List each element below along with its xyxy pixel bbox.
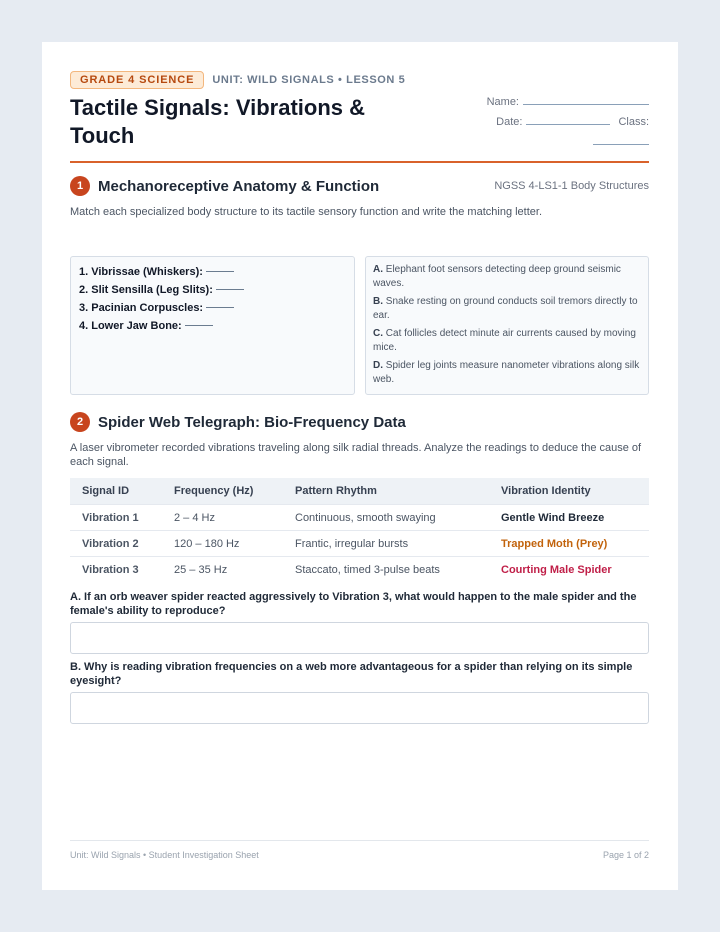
signal-id: Vibration 2 — [70, 531, 162, 557]
page-number: Page 1 of 2 — [602, 850, 649, 860]
structures-box — [70, 256, 355, 395]
answer-blank[interactable] — [206, 270, 234, 272]
unit-lesson-label: UNIT: WILD SIGNALS • LESSON 5 — [212, 74, 406, 86]
column-header: Signal ID — [70, 478, 162, 505]
section-1-heading — [70, 176, 649, 196]
answer-blank[interactable] — [216, 288, 244, 290]
section-2-heading — [70, 412, 649, 432]
section-1-title: Mechanoreceptive Anatomy & Function — [98, 177, 380, 195]
structure-item: 1. Vibrissae (Whiskers): — [79, 263, 346, 281]
frequency: 120 – 180 Hz — [162, 531, 283, 557]
class-label: Class: — [618, 116, 649, 128]
function-option: B. Snake resting on ground conducts soil tremors directly to ear. — [373, 296, 638, 321]
grade-badge: GRADE 4 SCIENCE — [70, 71, 204, 89]
pattern: Staccato, timed 3-pulse beats — [283, 557, 489, 583]
table-row — [70, 531, 649, 557]
name-field[interactable] — [523, 103, 649, 105]
vibration-identity: Trapped Moth (Prey) — [489, 531, 649, 557]
answer-box-b[interactable] — [70, 692, 649, 724]
table-row — [70, 557, 649, 583]
pattern: Continuous, smooth swaying — [283, 505, 489, 531]
class-field[interactable] — [593, 143, 649, 145]
header-top — [70, 70, 649, 90]
worksheet-page — [42, 42, 678, 890]
frequency: 25 – 35 Hz — [162, 557, 283, 583]
table-row — [70, 505, 649, 531]
standard-label: NGSS 4-LS1-1 Body Structures — [494, 180, 649, 192]
function-option: C. Cat follicles detect minute air currents caused by moving mice. — [373, 328, 636, 353]
worksheet-content — [70, 70, 649, 860]
section-2-intro: A laser vibrometer recorded vibrations traveling along silk radial threads. Analyze the readings to deduce the cause of each signal. — [70, 442, 642, 468]
date-field[interactable] — [526, 123, 610, 125]
vibration-data-table — [70, 478, 649, 582]
matching-instructions: Match each specialized body structure to its tactile sensory function and write the matching letter. — [70, 206, 543, 218]
pattern: Frantic, irregular bursts — [283, 531, 489, 557]
question-b: B. Why is reading vibration frequencies on a web more advantageous for a spider than relying on its simple eyesight? — [70, 661, 633, 687]
table-header-row — [70, 478, 649, 505]
footer-left: Unit: Wild Signals • Student Investigation Sheet — [70, 850, 259, 860]
page-title: Tactile Signals: Vibrations & Touch — [70, 95, 366, 148]
structure-item: 3. Pacinian Corpuscles: — [79, 299, 346, 317]
vibration-identity: Courting Male Spider — [489, 557, 649, 583]
function-option: D. Spider leg joints measure nanometer vibrations along silk web. — [373, 360, 640, 385]
name-label: Name: — [486, 96, 519, 108]
header-divider — [70, 161, 649, 163]
student-info — [469, 88, 649, 148]
column-header: Pattern Rhythm — [283, 478, 489, 505]
answer-box-a[interactable] — [70, 622, 649, 654]
footer-divider — [70, 840, 649, 841]
column-header: Vibration Identity — [489, 478, 649, 505]
answer-blank[interactable] — [206, 306, 234, 308]
structure-item: 2. Slit Sensilla (Leg Slits): — [79, 281, 346, 299]
functions-box — [365, 256, 649, 395]
section-1-number: 1 — [70, 176, 90, 196]
structure-item: 4. Lower Jaw Bone: — [79, 317, 346, 335]
frequency: 2 – 4 Hz — [162, 505, 283, 531]
column-header: Frequency (Hz) — [162, 478, 283, 505]
vibration-identity: Gentle Wind Breeze — [489, 505, 649, 531]
signal-id: Vibration 3 — [70, 557, 162, 583]
function-option: A. Elephant foot sensors detecting deep ground seismic waves. — [373, 264, 621, 289]
answer-blank[interactable] — [185, 324, 213, 326]
signal-id: Vibration 1 — [70, 505, 162, 531]
section-2-title: Spider Web Telegraph: Bio-Frequency Data — [98, 413, 406, 431]
section-2-number: 2 — [70, 412, 90, 432]
date-label: Date: — [496, 116, 523, 128]
question-a: A. If an orb weaver spider reacted aggressively to Vibration 3, what would happen to the male spider and the female's ability to reproduce? — [70, 591, 637, 617]
